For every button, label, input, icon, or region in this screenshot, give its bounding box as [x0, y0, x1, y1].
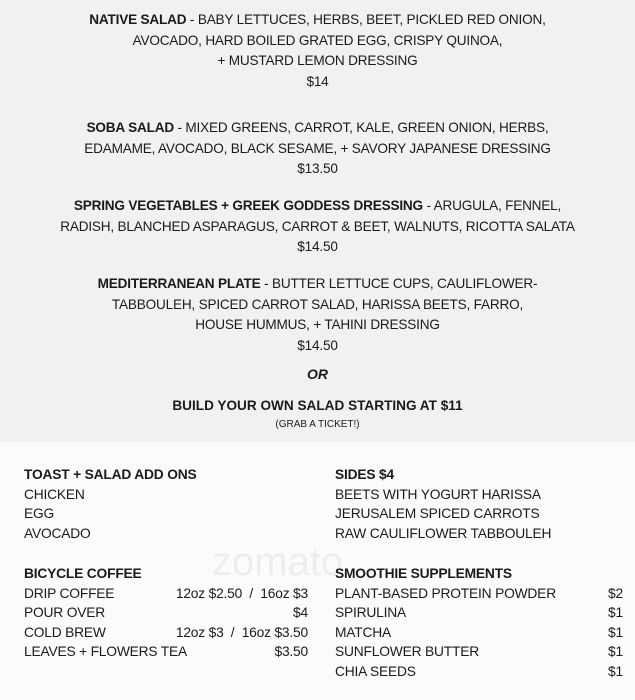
list-item	[24, 584, 308, 604]
item-price: 12oz $3 / 16oz $3.50	[175, 624, 308, 640]
item-price: 12oz $2.50 / 16oz $3	[175, 585, 308, 601]
dish-description: RADISH, BLANCHED ASPARAGUS, CARROT & BEET, WALNUTS, RICOTTA SALATA	[60, 218, 575, 234]
item-price: $4	[293, 605, 308, 621]
dish-description: TABBOULEH, SPICED CARROT SALAD, HARISSA BEETS, FARRO,	[111, 296, 524, 312]
watermark-logo: zomato	[212, 540, 344, 584]
dish-name: MEDITERRANEAN PLATE	[97, 276, 261, 291]
item-price: $1	[608, 605, 623, 621]
menu-item-spring-vegetables: SPRING VEGETABLES + GREEK GODDESS DRESSING - ARUGULA, FENNEL, RADISH, BLANCHED ASPARAGUS, CARROT & BEET, WALNUTS, RICOTTA SALATA $14.50	[0, 196, 635, 258]
item-name: SPIRULINA	[335, 605, 407, 621]
item-name: PLANT-BASED PROTEIN POWDER	[335, 585, 556, 601]
grab-ticket-note: (GRAB A TICKET!)	[275, 419, 360, 430]
dish-description: AVOCADO, HARD BOILED GRATED EGG, CRISPY QUINOA,	[132, 32, 503, 48]
item-name: SUNFLOWER BUTTER	[335, 644, 479, 660]
list-item	[24, 603, 308, 623]
list-item	[335, 662, 623, 682]
build-your-own: BUILD YOUR OWN SALAD STARTING AT $11	[172, 398, 463, 413]
menu-item-soba-salad: SOBA SALAD - MIXED GREENS, CARROT, KALE, GREEN ONION, HERBS, EDAMAME, AVOCADO, BLACK SESAME, + SAVORY JAPANESE DRESSING $13.50	[0, 118, 635, 180]
item-price: $1	[608, 624, 623, 640]
list-item: JERUSALEM SPICED CARROTS	[335, 506, 540, 522]
menu-item-mediterranean-plate: MEDITERRANEAN PLATE - BUTTER LETTUCE CUPS, CAULIFLOWER- TABBOULEH, SPICED CARROT SALAD, HARISSA BEETS, FARRO, HOUSE HUMMUS, + TAHINI DRESSING $14.50	[0, 274, 635, 356]
section-title: SIDES $4	[335, 467, 394, 482]
dish-description: ARUGULA, FENNEL,	[433, 198, 562, 213]
section-title: BICYCLE COFFEE	[24, 566, 142, 581]
list-item: CHICKEN	[24, 486, 85, 502]
dish-price: $14.50	[297, 239, 338, 254]
sides-list	[335, 465, 615, 543]
item-price: $1	[608, 644, 623, 660]
dish-description: BABY LETTUCES, HERBS, BEET, PICKLED RED ONION,	[197, 12, 546, 27]
item-name: COLD BREW	[24, 624, 106, 640]
dish-description: + MUSTARD LEMON DRESSING	[217, 53, 418, 68]
list-item	[335, 623, 623, 643]
list-item	[335, 642, 623, 662]
dish-description: BUTTER LETTUCE CUPS, CAULIFLOWER-	[272, 276, 538, 291]
item-name: LEAVES + FLOWERS TEA	[24, 644, 188, 660]
list-item	[335, 603, 623, 623]
dish-description: MIXED GREENS, CARROT, KALE, GREEN ONION, HERBS,	[185, 120, 549, 135]
item-price: $3.50	[274, 644, 308, 660]
item-name: CHIA SEEDS	[335, 663, 416, 679]
dish-price: $13.50	[297, 161, 338, 176]
menu-item-native-salad: NATIVE SALAD - BABY LETTUCES, HERBS, BEET, PICKLED RED ONION, AVOCADO, HARD BOILED GRATED EGG, CRISPY QUINOA, + MUSTARD LEMON DRESSING $14	[0, 10, 635, 92]
list-item: AVOCADO	[24, 525, 91, 541]
item-name: POUR OVER	[24, 605, 105, 621]
or-divider: OR	[307, 366, 328, 382]
item-name: MATCHA	[335, 624, 392, 640]
dish-description: HOUSE HUMMUS, + TAHINI DRESSING	[195, 317, 440, 332]
list-item	[24, 642, 308, 662]
addons-list	[24, 465, 224, 543]
dish-name: NATIVE SALAD	[89, 12, 187, 27]
list-item: EGG	[24, 506, 55, 522]
item-price: $2	[608, 585, 623, 601]
list-item	[24, 623, 308, 643]
dish-description: EDAMAME, AVOCADO, BLACK SESAME, + SAVORY JAPANESE DRESSING	[84, 140, 551, 156]
dish-name: SOBA SALAD	[86, 120, 174, 135]
dish-price: $14.50	[297, 337, 338, 353]
list-item: RAW CAULIFLOWER TABBOULEH	[335, 525, 552, 541]
dish-price: $14	[306, 73, 329, 89]
smoothie-list	[335, 564, 623, 682]
item-name: DRIP COFFEE	[24, 585, 115, 601]
coffee-list	[24, 564, 308, 662]
dish-name: SPRING VEGETABLES + GREEK GODDESS DRESSING	[73, 198, 423, 213]
item-price: $1	[608, 663, 623, 679]
list-item	[335, 584, 623, 604]
section-title: SMOOTHIE SUPPLEMENTS	[335, 566, 512, 581]
list-item: BEETS WITH YOGURT HARISSA	[335, 486, 541, 502]
section-title: TOAST + SALAD ADD ONS	[24, 467, 197, 482]
